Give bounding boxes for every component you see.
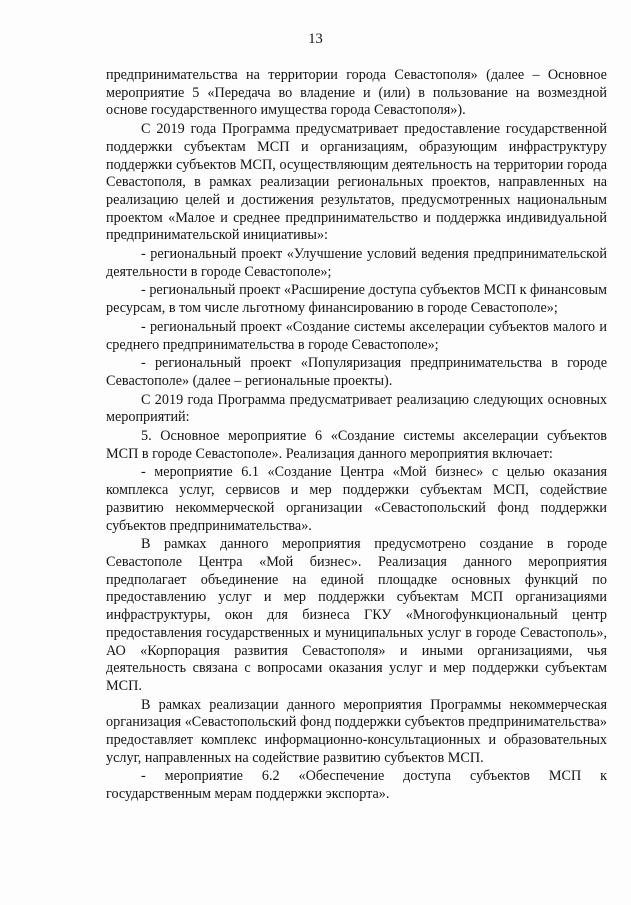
paragraph-10: В рамках данного мероприятия предусмотрено создание в городе Севастополе Центра «Мой бизнес». Реализация данного мероприятия предполагает объединение на единой площадке основных функций по предоставлению услуг и мер поддержки субъектам МСП организациями инфраструктуры, окон для бизнеса ГКУ «Многофункциональный центр предоставления государственных и муниципальных услуг в городе Севастополь», АО «Корпорация развития Севастополя» и иными организациями, чья деятельность связана с вопросами оказания услуг и мер поддержки субъектам МСП. [106, 536, 607, 694]
paragraph-11: В рамках реализации данного мероприятия Программы некоммерческая организация «Севастопольский фонд поддержки субъектов предпринимательства» предоставляет комплекс информационно-консультационных и образовательных услуг, направленных на содействие развитию субъектов МСП. [106, 696, 607, 766]
paragraph-2: С 2019 года Программа предусматривает предоставление государственной поддержки субъектам МСП и организациям, образующим инфраструктуру поддержки субъектов МСП, осуществляющим деятельность на территории города Севастополя, в рамках реализации региональных проектов, направленных на реализацию целей и достижения результатов, предусмотренных национальным проектом «Малое и среднее предпринимательство и поддержка индивидуальной предпринимательской инициативы»: [106, 121, 607, 244]
paragraph-7: С 2019 года Программа предусматривает реализацию следующих основных мероприятий: [106, 391, 607, 426]
paragraph-12: - мероприятие 6.2 «Обеспечение доступа субъектов МСП к государственным мерам поддержки экспорта». [106, 768, 607, 803]
paragraph-4: - региональный проект «Расширение доступа субъектов МСП к финансовым ресурсам, в том числе льготному финансированию в городе Севастополе»; [106, 282, 607, 317]
page-number: 13 [308, 31, 323, 47]
paragraph-1: предпринимательства на территории города Севастополя» (далее – Основное мероприятие 5 «Передача во владение и (или) в пользование на возмездной основе государственного имущества города Севастополя»). [106, 67, 607, 119]
paragraph-9: - мероприятие 6.1 «Создание Центра «Мой бизнес» с целью оказания комплекса услуг, сервисов и мер поддержки субъектам МСП, содействие развитию некоммерческой организации «Севастопольский фонд поддержки субъектов предпринимательства». [106, 464, 607, 534]
paragraph-3: - региональный проект «Улучшение условий ведения предпринимательской деятельности в городе Севастополе»; [106, 246, 607, 280]
paragraph-8: 5. Основное мероприятие 6 «Создание системы акселерации субъектов МСП в городе Севастополе». Реализация данного мероприятия включает: [106, 428, 607, 462]
paragraph-5: - региональный проект «Создание системы акселерации субъектов малого и среднего предпринимательства в городе Севастополе»; [106, 318, 607, 353]
document-body [106, 67, 607, 805]
paragraph-6: - региональный проект «Популяризация предпринимательства в городе Севастополе» (далее – региональные проекты). [106, 355, 607, 389]
